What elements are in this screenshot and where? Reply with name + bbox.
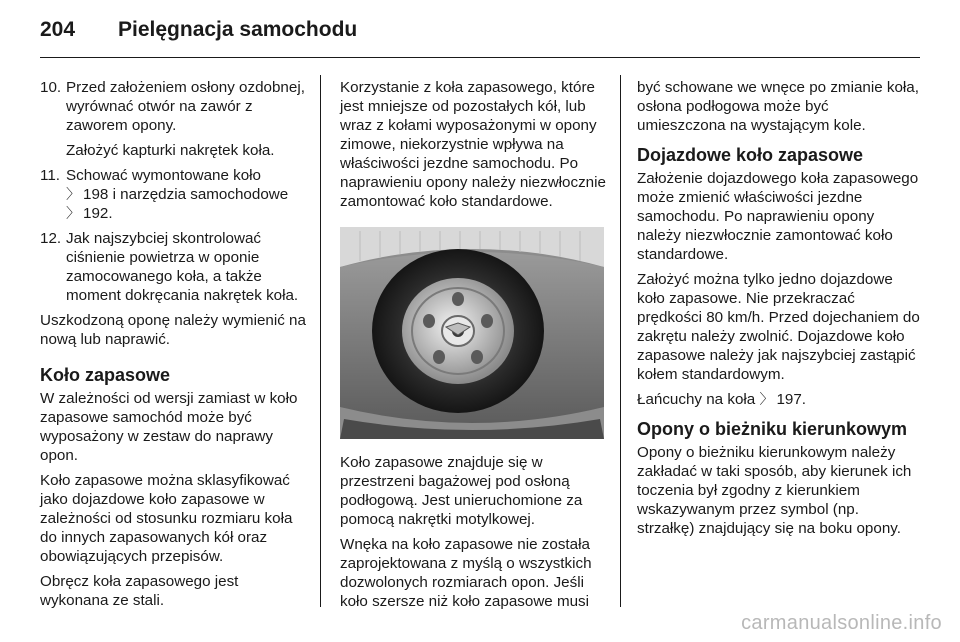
page-number: 204 [40, 18, 76, 41]
column-1 [40, 78, 308, 616]
page-reference-icon: 〉 [759, 391, 774, 407]
page-reference-icon: 〉 [66, 186, 80, 202]
paragraph: Obręcz koła zapasowego jest wykonana ze stali. [40, 573, 239, 609]
list-item [40, 229, 308, 305]
list-subtext: Założyć kapturki nakrętek koła. [66, 142, 275, 159]
paragraph: Opony o bieżniku kierunkowym należy zakładać w taki sposób, aby kierunek ich toczenia był zgodny z kierunkiem wskazywanym przez symbol (np. strzałkę) znajdujący się na boku opony. [637, 444, 912, 537]
paragraph: Założenie dojazdowego koła zapasowego może zmienić właściwości jezdne samochodu. Po naprawieniu opony należy niezwłocznie zamontować koło standardowe. [637, 170, 919, 263]
paragraph: Koło zapasowe można sklasyfikować jako dojazdowe koło zapasowe w zależności od stosunku rozmiaru koła do innych zapasowanych kół oraz obowiązujących przepisów. [40, 472, 293, 565]
paragraph: Korzystanie z koła zapasowego, które jest mniejsze od pozostałych kół, lub wraz z kołami wyposażonymi w opony zimowe, niekorzystnie wpływa na właściwości jezdne samochodu. Po naprawieniu opony należy niezwłocznie zamontować koło standardowe. [340, 79, 606, 210]
page-header [40, 18, 920, 58]
paragraph: Założyć można tylko jedno dojazdowe koło zapasowe. Nie przekraczać prędkości 80 km/h. Przed dojechaniem do zakrętu należy zwolnić. Dojazdowe koło zapasowe należy jak najszybciej zastąpić kołem standardowym. [637, 271, 920, 383]
paragraph [637, 390, 920, 409]
column-3 [637, 78, 920, 544]
page-reference[interactable]: 197. [776, 391, 807, 408]
list-text: Przed założeniem osłony ozdobnej, wyrównać otwór na zawór z zaworem opony. [66, 79, 305, 134]
header-divider [40, 57, 920, 58]
column-2 [340, 78, 608, 617]
section-heading: Opony o bieżniku kierunkowym [637, 419, 908, 439]
paragraph: W zależności od wersji zamiast w koło zapasowe samochód może być wyposażony w zestaw do naprawy opon. [40, 390, 298, 464]
paragraph: Koło zapasowe znajduje się w przestrzeni bagażowej pod osłoną podłogową. Jest unieruchomione za pomocą nakrętki motylkowej. [340, 454, 583, 528]
list-text: Jak najszybciej skontrolować ciśnienie powietrza w oponie zamocowanego koła, a także moment dokręcania nakrętek koła. [66, 230, 299, 304]
paragraph: Uszkodzoną oponę należy wymienić na nową lub naprawić. [40, 312, 306, 348]
list-number: 11. [40, 167, 60, 184]
column-divider [320, 75, 321, 607]
section-heading: Koło zapasowe [40, 365, 171, 385]
page-reference[interactable]: 192. [83, 205, 113, 222]
spare-wheel-photo [340, 227, 604, 439]
column-divider [620, 75, 621, 607]
section-heading: Dojazdowe koło zapasowe [637, 145, 864, 165]
list-text: i narzędzia samochodowe [112, 186, 289, 203]
list-item [40, 78, 308, 135]
list-number: 10. [40, 79, 62, 96]
chains-text: Łańcuchy na koła [637, 391, 756, 408]
watermark: carmanualsonline.info [741, 612, 942, 634]
page-reference[interactable]: 198 [83, 186, 109, 203]
list-text: Schować wymontowane koło [66, 167, 262, 184]
page-reference-icon: 〉 [66, 205, 80, 221]
list-number: 12. [40, 230, 62, 247]
page-title: Pielęgnacja samochodu [118, 18, 358, 41]
paragraph: być schowane we wnęce po zmianie koła, osłona podłogowa może być umieszczona na wystającym kole. [637, 79, 919, 134]
paragraph: Wnęka na koło zapasowe nie została zaprojektowana z myślą o wszystkich dozwolonych rozmiarach opon. Jeśli koło szersze niż koło zapasowe musi [340, 536, 592, 610]
list-item [40, 166, 308, 223]
